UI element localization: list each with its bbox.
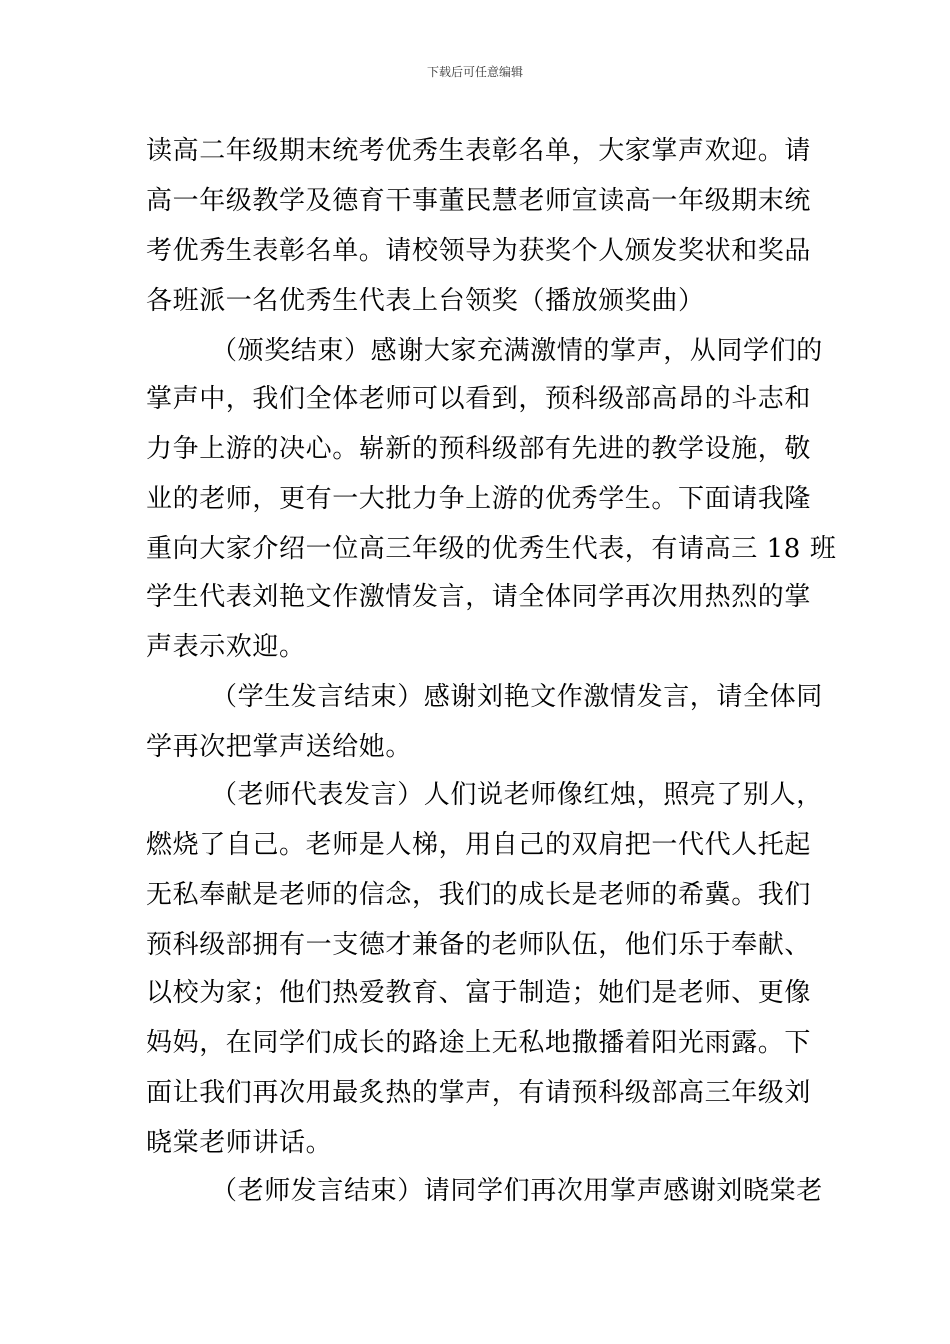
text-line: 学生代表刘艳文作激情发言，请全体同学再次用热烈的掌 [146,582,812,612]
text-line: 高一年级教学及德育干事董民慧老师宣读高一年级期末统 [146,186,812,216]
paragraph-start-line: （老师发言结束）请同学们再次用掌声感谢刘晓棠老 [211,1176,823,1206]
text-line: 燃烧了自己。老师是人梯，用自己的双肩把一代代人托起 [146,830,812,860]
text-line: 预科级部拥有一支德才兼备的老师队伍，他们乐于奉献、 [146,930,812,960]
paragraph-start-line: （学生发言结束）感谢刘艳文作激情发言，请全体同 [211,682,823,712]
text-line: 无私奉献是老师的信念，我们的成长是老师的希冀。我们 [146,880,812,910]
text-line: 以校为家；他们热爱教育、富于制造；她们是老师、更像 [146,978,812,1008]
text-line: 面让我们再次用最炙热的掌声，有请预科级部高三年级刘 [146,1078,812,1108]
text-line: 掌声中，我们全体老师可以看到，预科级部高昂的斗志和 [146,384,812,414]
page-header: 下载后可任意编辑 [426,65,523,79]
text-line: 晓棠老师讲话。 [146,1128,333,1158]
text-line: 学再次把掌声送给她。 [146,732,413,762]
text-line: 力争上游的决心。崭新的预科级部有先进的教学设施，敬 [146,434,812,464]
text-line: 重向大家介绍一位高三年级的优秀生代表，有请高三 18 班 [146,534,837,564]
text-line: 声表示欢迎。 [146,632,306,662]
text-line: 考优秀生表彰名单。请校领导为获奖个人颁发奖状和奖品 [146,236,812,266]
text-line: 妈妈，在同学们成长的路途上无私地撒播着阳光雨露。下 [146,1028,812,1058]
paragraph-start-line: （颁奖结束）感谢大家充满激情的掌声，从同学们的 [211,336,823,366]
paragraph-start-line: （老师代表发言）人们说老师像红烛，照亮了别人， [211,780,823,810]
text-line: 业的老师，更有一大批力争上游的优秀学生。下面请我隆 [146,484,812,514]
text-line: 各班派一名优秀生代表上台领奖（播放颁奖曲） [146,286,705,316]
text-line: 读高二年级期末统考优秀生表彰名单，大家掌声欢迎。请 [146,136,812,166]
